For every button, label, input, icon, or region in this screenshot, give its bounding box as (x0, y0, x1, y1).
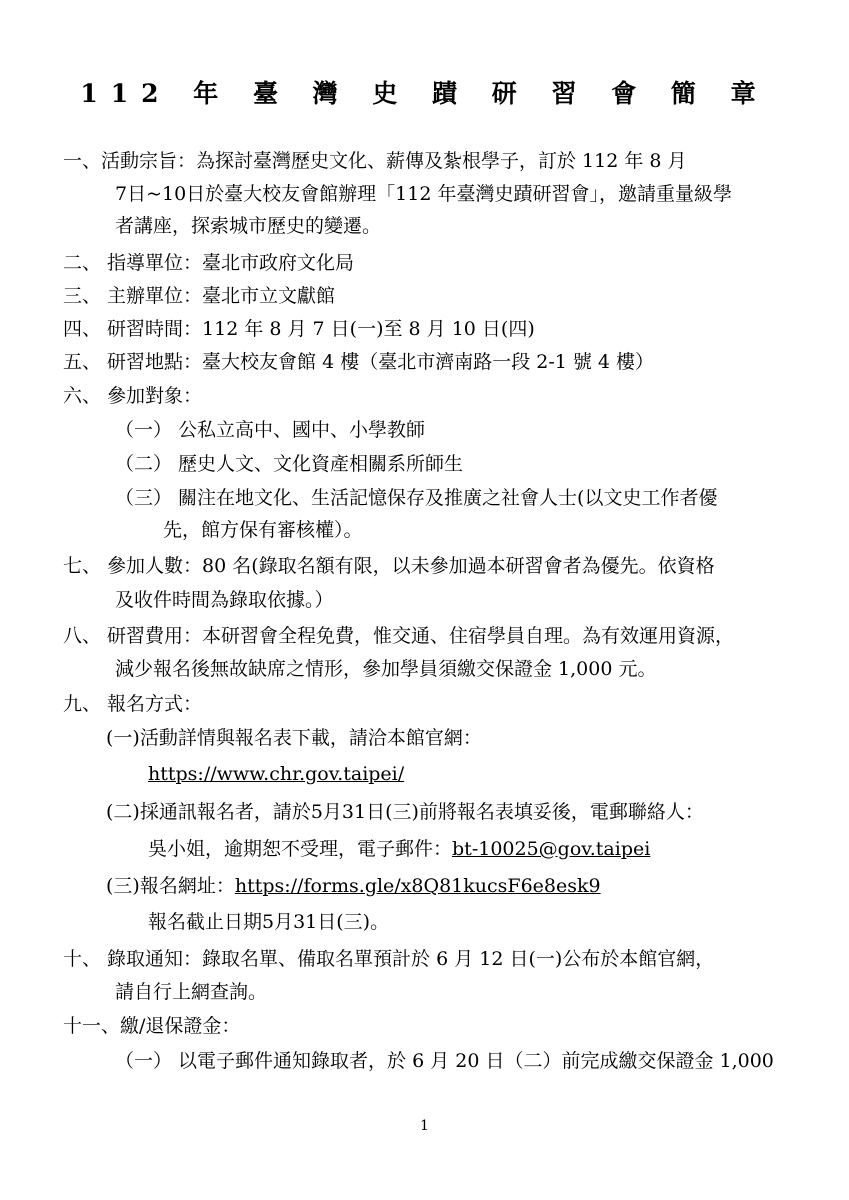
study-place: 五、 研習地點：臺大校友會館 4 樓（臺北市濟南路一段 2-1 號 4 樓） (63, 351, 655, 373)
study-time: 四、 研習時間：112 年 8 月 7 日(一)至 8 月 10 日(四) (63, 318, 535, 340)
audience-heading: 六、 參加對象： (63, 385, 203, 407)
audience-item-3: （三） 關注在地文化、生活記憶保存及推廣之社會人士(以文史工作者優 (115, 487, 718, 509)
admission-notice-cont: 請自行上網查詢。 (115, 981, 268, 1003)
signup-item-2: (二)採通訊報名者，請於5月31日(三)前將報名表填妥後，電郵聯絡人： (106, 801, 704, 823)
signup-form-link[interactable]: https://forms.gle/x8Q81kucsF6e8esk9 (234, 875, 601, 897)
official-website-link[interactable]: https://www.chr.gov.taipei/ (148, 763, 405, 785)
signup-heading: 九、 報名方式： (63, 693, 203, 715)
deposit-item-1: （一） 以電子郵件通知錄取者，於 6 月 20 日（二）前完成繳交保證金 1,000 (115, 1050, 774, 1072)
study-fee: 八、 研習費用：本研習會全程免費，惟交通、住宿學員自理。為有效運用資源， (63, 625, 735, 647)
deposit-heading: 十一、繳/退保證金： (63, 1015, 241, 1037)
admission-notice: 十、 錄取通知：錄取名單、備取名單預計於 6 月 12 日(一)公布於本館官網， (63, 948, 715, 970)
guide-unit: 二、 指導單位：臺北市政府文化局 (63, 252, 355, 274)
audience-item-3-cont: 先，館方保有審核權）。 (163, 519, 363, 541)
audience-item-1: （一） 公私立高中、國中、小學教師 (115, 419, 426, 441)
purpose-line-3: 者講座，探索城市歷史的變遷。 (115, 215, 382, 237)
study-fee-cont: 減少報名後無故缺席之情形，參加學員須繳交保證金 1,000 元。 (115, 658, 657, 680)
purpose-line-1: 一、活動宗旨：為探討臺灣歷史文化、薪傳及紮根學子，訂於 112 年 8 月 (63, 150, 687, 172)
page-number: 1 (420, 1118, 429, 1134)
signup-deadline: 報名截止日期5月31日(三)。 (148, 911, 390, 933)
participant-count-cont: 及收件時間為錄取依據。） (115, 589, 334, 611)
page-title: 112 年 臺 灣 史 蹟 研 習 會 簡 章 (80, 79, 769, 108)
signup-item-2-contact: 吳小姐，逾期恕不受理，電子郵件： (148, 838, 453, 860)
audience-item-2: （二） 歷史人文、文化資產相關系所師生 (115, 453, 464, 475)
signup-item-1: (一)活動詳情與報名表下載，請洽本館官網： (106, 727, 482, 749)
purpose-line-2: 7日~10日於臺大校友會館辦理「112 年臺灣史蹟研習會」，邀請重量級學 (115, 183, 732, 205)
participant-count: 七、 參加人數：80 名(錄取名額有限，以未參加過本研習會者為優先。依資格 (63, 555, 715, 577)
signup-item-3: (三)報名網址： (106, 875, 235, 897)
contact-email-link[interactable]: bt-10025@gov.taipei (452, 838, 651, 860)
host-unit: 三、 主辦單位：臺北市立文獻館 (63, 285, 336, 307)
